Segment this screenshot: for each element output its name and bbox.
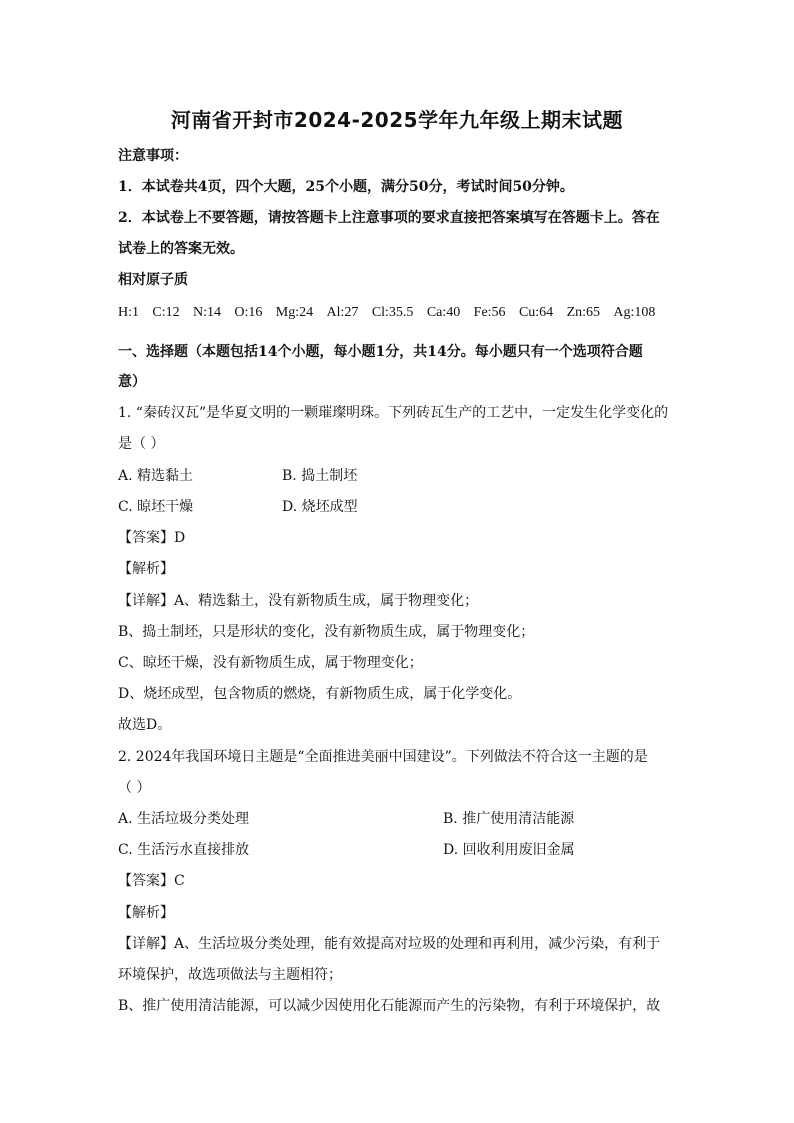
atomic-mass-item: H:1 (118, 305, 139, 320)
q1-option-d: D. 烧坯成型 (282, 499, 358, 515)
q1-option-b: B. 捣土制坯 (282, 468, 358, 484)
q2-answer: 【答案】C (118, 873, 185, 889)
notice-item-2-line-2: 试卷上的答案无效。 (118, 241, 244, 257)
atomic-mass-item: Mg:24 (275, 305, 314, 320)
atomic-mass-item: C:12 (152, 305, 180, 320)
q1-answer: 【答案】D (118, 530, 186, 546)
atomic-mass-item: Cl:35.5 (371, 305, 414, 320)
q2-detail-line: B、推广使用清洁能源，可以减少因使用化石能源而产生的污染物，有利于环境保护，故 (118, 998, 661, 1014)
q2-detail-line: 环境保护，故选项做法与主题相符； (118, 967, 342, 983)
notice-item-1: 1．本试卷共4页，四个大题，25个小题，满分50分，考试时间50分钟。 (118, 179, 574, 195)
notice-item-2-line-1: 2．本试卷上不要答题，请按答题卡上注意事项的要求直接把答案填写在答题卡上。答在 (118, 210, 660, 226)
q1-detail-line: B、捣土制坯，只是形状的变化，没有新物质生成，属于物理变化； (118, 624, 535, 640)
q1-detail-line: 【详解】A、精选黏土，没有新物质生成，属于物理变化； (118, 593, 479, 609)
section-1-heading-line-2: 意） (118, 374, 146, 390)
atomic-mass-item: Al:27 (326, 305, 359, 320)
q2-option-a: A. 生活垃圾分类处理 (118, 811, 250, 827)
atomic-mass-item: Ca:40 (426, 305, 461, 320)
q1-option-c: C. 晾坯干燥 (118, 499, 194, 515)
atomic-mass-item: Zn:65 (566, 305, 601, 320)
q2-detail-line: 【详解】A、生活垃圾分类处理，能有效提高对垃圾的处理和再利用，减少污染，有利于 (118, 936, 661, 952)
atomic-mass-item: Ag:108 (613, 305, 656, 320)
q1-detail-line: C、晾坯干燥，没有新物质生成，属于物理变化； (118, 655, 423, 671)
q1-stem-line-2: 是（ ） (118, 436, 165, 452)
q1-option-a: A. 精选黏土 (118, 468, 194, 484)
q1-stem-line-1: 1. “秦砖汉瓦”是华夏文明的一颗璀璨明珠。下列砖瓦生产的工艺中，一定发生化学变化的 (118, 405, 669, 421)
q2-option-d: D. 回收利用废旧金属 (443, 842, 575, 858)
q2-stem-line-1: 2. 2024年我国环境日主题是“全面推进美丽中国建设”。下列做法不符合这一主题的是 (118, 749, 648, 765)
atomic-mass-item: N:14 (193, 305, 222, 320)
atomic-mass-heading: 相对原子质 (118, 272, 188, 288)
q2-option-b: B. 推广使用清洁能源 (443, 811, 575, 827)
q1-detail-line: 故选D。 (118, 717, 172, 733)
q2-stem-line-2: （ ） (118, 780, 151, 796)
section-1-heading-line-1: 一、选择题（本题包括14个小题，每小题1分，共14分。每小题只有一个选项符合题 (118, 344, 643, 360)
atomic-mass-item: Cu:64 (518, 305, 554, 320)
q1-analysis: 【解析】 (118, 561, 174, 577)
q2-option-c: C. 生活污水直接排放 (118, 842, 250, 858)
page-title: 河南省开封市2024-2025学年九年级上期末试题 (170, 108, 624, 132)
notice-heading: 注意事项： (118, 148, 188, 164)
atomic-mass-item: O:16 (234, 305, 263, 320)
q2-analysis: 【解析】 (118, 905, 174, 921)
atomic-mass-item: Fe:56 (473, 305, 506, 320)
atomic-mass-list (118, 303, 655, 323)
q1-detail-line: D、烧坯成型，包含物质的燃烧，有新物质生成，属于化学变化。 (118, 686, 522, 702)
